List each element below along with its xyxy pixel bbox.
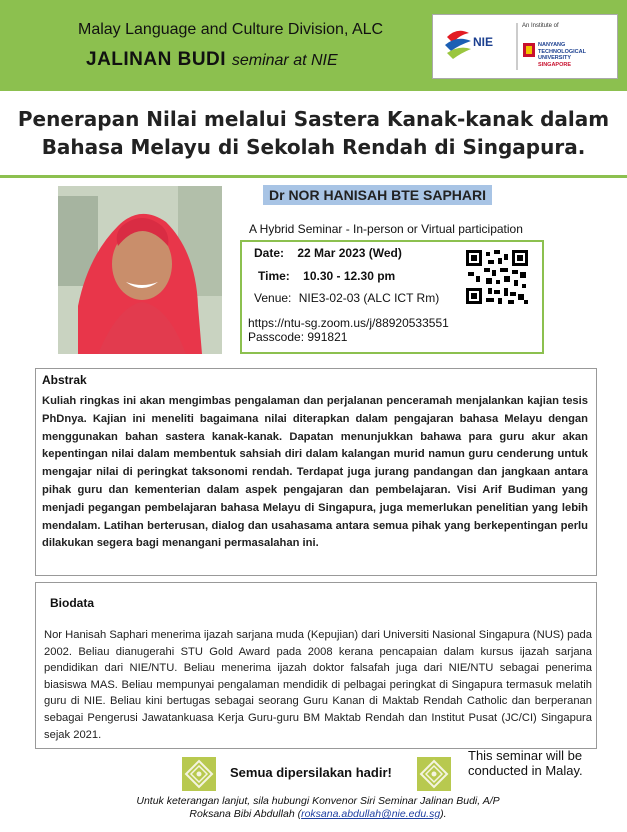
ornament-icon bbox=[182, 757, 216, 791]
abstract-heading: Abstrak bbox=[42, 373, 87, 387]
contact-info bbox=[118, 795, 518, 821]
seminar-title: Penerapan Nilai melalui Sastera Kanak-kanak dalam Bahasa Melayu di Sekolah Rendah di Singapura. bbox=[17, 107, 610, 159]
venue-label: Venue: bbox=[254, 291, 292, 305]
nie-logo-text: NIE bbox=[473, 35, 494, 49]
speaker-name: Dr NOR HANISAH BTE SAPHARI bbox=[263, 185, 492, 205]
contact-text: Untuk keterangan lanjut, sila hubungi Konvenor Siri Seminar Jalinan Budi, A/P Roksana Bibi Abdullah ( bbox=[136, 795, 500, 820]
contact-close: ). bbox=[440, 808, 447, 820]
ntu-logo-text: NANYANG TECHNOLOGICAL UNIVERSITY SINGAPORE bbox=[538, 42, 586, 68]
knot-ornament-icon bbox=[182, 757, 216, 791]
series-subtitle: seminar at NIE bbox=[231, 52, 338, 69]
series-name: JALINAN BUDI bbox=[86, 49, 227, 70]
passcode: Passcode: 991821 bbox=[248, 330, 348, 344]
abstract-section bbox=[35, 368, 597, 576]
date-label: Date: bbox=[254, 246, 285, 260]
date-row bbox=[254, 246, 402, 260]
zoom-link[interactable]: https://ntu-sg.zoom.us/j/88920533551 bbox=[248, 316, 449, 330]
venue-row bbox=[254, 291, 439, 305]
biodata-body: Nor Hanisah Saphari menerima ijazah sarjana muda (Kepujian) dari Universiti Nasional Singapura (NUS) pada 2002. Beliau dianugerahi STU Gold Award pada 2008 kerana pencapaian dalam kursus ijazah sarjana pendidikan dari NIE/NTU. Beliau menerima ijazah doktor falsafah juga dari NIE/NTU sebagai penerima biasiswa MAS. Beliau mempunyai pengalaman mendidik di pelbagai peringkat di Singapura termasuk melatih guru di NIE. Beliau kini bertugas sebagai seorang Guru Kanan di Maktab Rendah Catholic dan berperanan sebagai Pengerusi Jawatankuasa Kerja Guru-guru BM Maktab Rendah dan Institut Pusat (JC/CI) Singapura sejak 2021. bbox=[44, 629, 592, 741]
qr-code-icon[interactable] bbox=[466, 250, 528, 304]
time-row bbox=[258, 269, 395, 283]
welcome-message: Semua dipersilakan hadir! bbox=[230, 765, 392, 780]
header-banner bbox=[0, 0, 627, 91]
venue-value: NIE3-02-03 (ALC ICT Rm) bbox=[298, 291, 440, 305]
ornament-icon-right bbox=[417, 757, 451, 791]
time-value: 10.30 - 12.30 pm bbox=[303, 269, 396, 283]
knot-ornament-icon bbox=[417, 757, 451, 791]
abstract-body: Kuliah ringkas ini akan mengimbas pengalaman dan perjalanan penceramah menjalankan kajian tesis PhDnya. Kajian ini meneliti bagaimana nilai diterapkan dalam pengajaran bahasa Melayu dengan menggunakan bahan sastera kanak-kanak. Dapatan menunjukkan bahawa para guru akur akan kepentingan nilai dalam membentuk sahsiah diri dalam kalangan murid namun guru cenderung untuk mengajar nilai di peringkat taksonomi rendah. Terdapat juga jurang pandangan dan jangkaan antara pihak guru dan kementerian dalam aspek pengajaran dan pembelajaran. Visi Arif Budiman yang menjadi pegangan pembelajaran bahasa Melayu di Singapura, juga memerlukan penelitian yang lebih mendalam. Latihan berterusan, dialog dan usahasama antara semua pihak yang berkepentingan perlu dilakukan segera bagi menangani permasalahan ini. bbox=[42, 395, 588, 550]
series-title bbox=[86, 49, 338, 71]
time-label: Time: bbox=[258, 269, 290, 283]
language-note: This seminar will be conducted in Malay. bbox=[468, 748, 583, 778]
date-value: 22 Mar 2023 (Wed) bbox=[297, 246, 402, 260]
contact-email-link[interactable]: roksana.abdullah@nie.edu.sg bbox=[301, 808, 441, 820]
institution-logos bbox=[432, 14, 618, 79]
speaker-portrait-icon bbox=[58, 186, 222, 354]
division-name: Malay Language and Culture Division, ALC bbox=[78, 21, 384, 38]
institute-caption: An Institute of bbox=[522, 23, 559, 29]
biodata-section bbox=[35, 582, 597, 749]
speaker-photo bbox=[58, 186, 222, 354]
hybrid-note: A Hybrid Seminar - In-person or Virtual participation bbox=[249, 222, 523, 236]
title-section bbox=[0, 95, 627, 178]
biodata-heading: Biodata bbox=[50, 596, 95, 610]
